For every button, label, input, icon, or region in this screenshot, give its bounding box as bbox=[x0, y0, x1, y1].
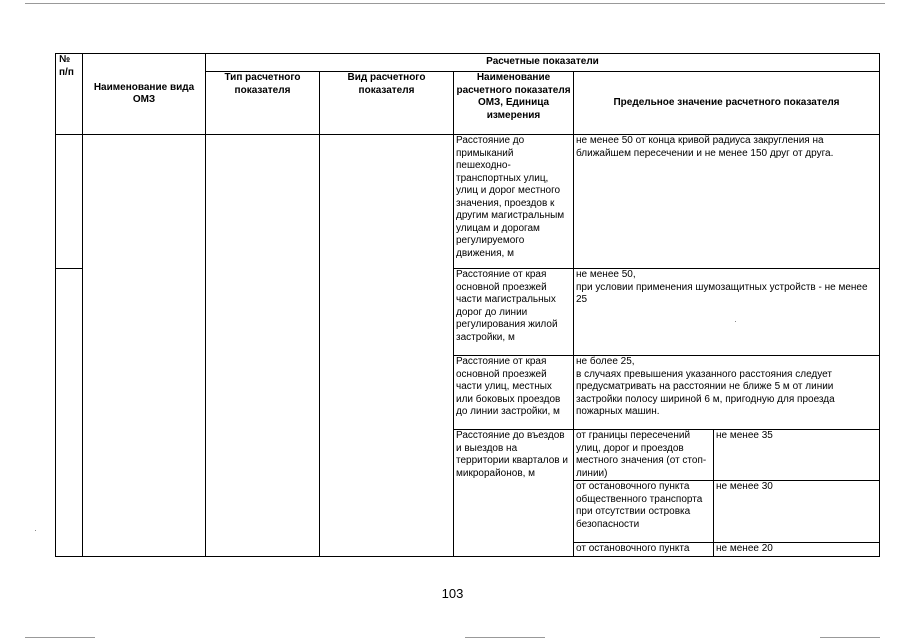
limit-value-header: Предельное значение расчетного показателя bbox=[574, 72, 880, 135]
calc-kind-header: Вид расчетного показателя bbox=[320, 72, 454, 135]
indicator-name-cell: Расстояние от края основной проезжей части улиц, местных или боковых проездов до линии застройки, м bbox=[454, 356, 574, 430]
num-cell bbox=[56, 135, 83, 269]
indicators-table bbox=[55, 53, 880, 557]
header-row-1 bbox=[56, 54, 880, 72]
calc-kind-cell bbox=[320, 135, 454, 557]
calc-type-cell bbox=[206, 135, 320, 557]
indicator-name-cell: Расстояние до примыканий пешеходно-транспортных улиц, улиц и дорог местного значения, проездов к другим магистральным улицам и дорогам регулируемого движения, м bbox=[454, 135, 574, 269]
scan-speck bbox=[35, 530, 36, 531]
scan-edge-bottom-left bbox=[25, 637, 95, 638]
indicator-name-cell: Расстояние до въездов и выездов на территории кварталов и микрорайонов, м bbox=[454, 430, 574, 557]
limit-value-cell: не более 25, в случаях превышения указанного расстояния следует предусматривать на расстоянии не ближе 5 м от линии застройки полосу шириной 6 м, пригодную для проезда пожарных машин. bbox=[574, 356, 880, 430]
indicator-name-header: Наименование расчетного показателя ОМЗ, Единица измерения bbox=[454, 72, 574, 135]
sub-value-cell: не менее 35 bbox=[714, 430, 880, 481]
calc-type-header: Тип расчетного показателя bbox=[206, 72, 320, 135]
limit-value-cell: не менее 50, при условии применения шумозащитных устройств - не менее 25 bbox=[574, 269, 880, 356]
condition-cell: от остановочного пункта bbox=[574, 543, 714, 557]
sub-value-cell: не менее 30 bbox=[714, 481, 880, 543]
omz-name-cell bbox=[83, 135, 206, 557]
scan-edge-bottom-right bbox=[820, 637, 880, 638]
scan-edge-bottom-mid bbox=[465, 637, 545, 638]
page-number: 103 bbox=[441, 586, 464, 601]
condition-cell: от остановочного пункта общественного транспорта при отсутствии островка безопасности bbox=[574, 481, 714, 543]
table-row bbox=[56, 135, 880, 269]
scan-edge-top bbox=[25, 3, 885, 4]
num-cell bbox=[56, 269, 83, 557]
omz-name-header: Наименование вида ОМЗ bbox=[83, 54, 206, 135]
condition-cell: от границы пересечений улиц, дорог и проездов местного значения (от стоп-линии) bbox=[574, 430, 714, 481]
calc-indicators-header: Расчетные показатели bbox=[206, 54, 880, 72]
num-header: № п/п bbox=[56, 54, 83, 135]
sub-value-cell: не менее 20 bbox=[714, 543, 880, 557]
indicator-name-cell: Расстояние от края основной проезжей части магистральных дорог до линии регулирования жилой застройки, м bbox=[454, 269, 574, 356]
limit-value-cell: не менее 50 от конца кривой радиуса закругления на ближайшем пересечении и не менее 150 друг от друга. bbox=[574, 135, 880, 269]
